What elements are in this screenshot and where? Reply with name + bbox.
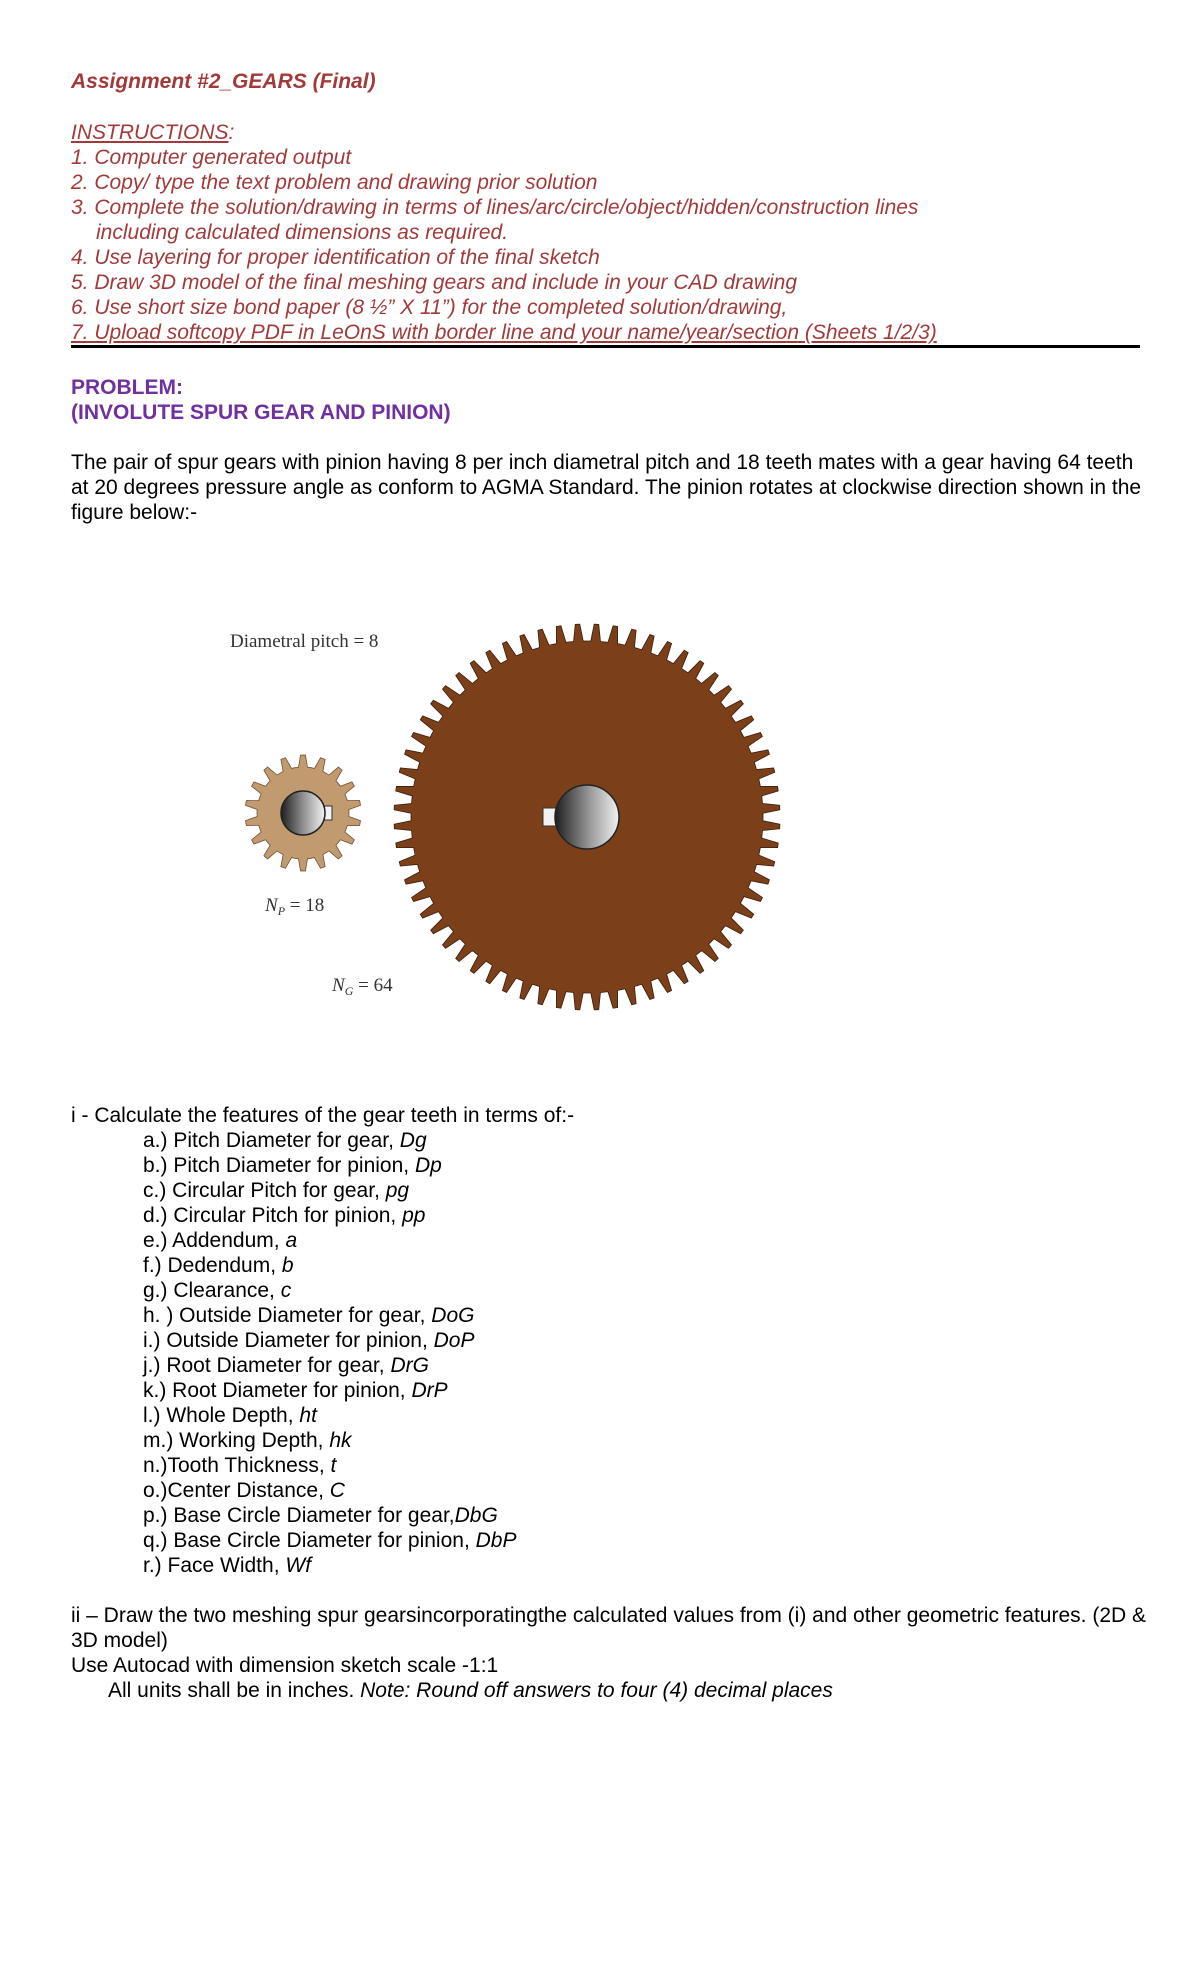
diametral-pitch-label: Diametral pitch = 8 bbox=[230, 631, 379, 652]
question-text: c.) Circular Pitch for gear, bbox=[143, 1179, 386, 1202]
question-symbol: Dp bbox=[414, 1154, 442, 1177]
question-item bbox=[143, 1528, 517, 1553]
instruction-item: 5. Draw 3D model of the final meshing gears and include in your CAD drawing bbox=[71, 271, 798, 294]
np-subscript: P bbox=[277, 904, 286, 918]
question-symbol: b bbox=[281, 1254, 294, 1277]
question-text: n.)Tooth Thickness, bbox=[143, 1454, 331, 1477]
assignment-title: Assignment #2_GEARS (Final) bbox=[71, 70, 376, 93]
question-text: d.) Circular Pitch for pinion, bbox=[143, 1204, 403, 1227]
question-symbol: c bbox=[280, 1279, 292, 1302]
instruction-item: 7. Upload softcopy PDF in LeOnS with border line and your name/year/section (Sheets 1/2/3) bbox=[71, 321, 937, 344]
instruction-item: 1. Computer generated output bbox=[71, 146, 352, 169]
np-symbol: N bbox=[265, 895, 278, 916]
question-symbol: ht bbox=[299, 1404, 317, 1427]
instruction-item: 4. Use layering for proper identification of the final sketch bbox=[71, 246, 600, 269]
problem-label: PROBLEM: bbox=[71, 376, 183, 399]
problem-statement: The pair of spur gears with pinion having 8 per inch diametral pitch and 18 teeth mates with a gear having 64 teeth at 20 degrees pressure angle as conform to AGMA Standard. The pinion rotates at clockwise direction shown in the figure below:- bbox=[71, 451, 1142, 524]
instructions-heading-line bbox=[71, 120, 937, 145]
units-note-line bbox=[71, 1678, 1151, 1703]
question-item bbox=[143, 1253, 517, 1278]
part-one-heading: i - Calculate the features of the gear teeth in terms of:- bbox=[71, 1104, 575, 1127]
question-item bbox=[143, 1428, 517, 1453]
question-text: e.) Addendum, bbox=[143, 1229, 286, 1252]
ng-subscript: G bbox=[344, 984, 354, 998]
question-text: h. ) Outside Diameter for gear, bbox=[143, 1304, 432, 1327]
question-item bbox=[143, 1303, 517, 1328]
problem-subtitle: (INVOLUTE SPUR GEAR AND PINION) bbox=[71, 401, 451, 424]
question-symbol: pp bbox=[402, 1204, 426, 1227]
question-text: f.) Dedendum, bbox=[143, 1254, 282, 1277]
pinion-hub bbox=[281, 791, 325, 835]
question-item bbox=[143, 1503, 517, 1528]
rounding-note: Note: Round off answers to four (4) decimal places bbox=[360, 1679, 833, 1702]
question-item bbox=[143, 1203, 517, 1228]
question-item bbox=[143, 1228, 517, 1253]
gear-teeth-label bbox=[331, 975, 393, 998]
question-symbol: DbP bbox=[475, 1529, 517, 1552]
question-item bbox=[143, 1178, 517, 1203]
question-item bbox=[143, 1353, 517, 1378]
question-item bbox=[143, 1378, 517, 1403]
question-text: g.) Clearance, bbox=[143, 1279, 281, 1302]
ng-value: = 64 bbox=[353, 975, 393, 996]
instruction-item: 3. Complete the solution/drawing in terms of lines/arc/circle/object/hidden/construction lines bbox=[71, 196, 919, 219]
question-text: i.) Outside Diameter for pinion, bbox=[143, 1329, 434, 1352]
question-symbol: DrP bbox=[411, 1379, 448, 1402]
np-value: = 18 bbox=[285, 895, 325, 916]
pinion-teeth-label bbox=[264, 895, 324, 918]
question-symbol: DbG bbox=[454, 1504, 498, 1527]
question-symbol: Dg bbox=[399, 1129, 427, 1152]
question-text: a.) Pitch Diameter for gear, bbox=[143, 1129, 400, 1152]
question-item bbox=[143, 1478, 517, 1503]
question-symbol: DoG bbox=[431, 1304, 475, 1327]
question-symbol: hk bbox=[329, 1429, 352, 1452]
instructions-colon: : bbox=[228, 121, 235, 144]
question-symbol: pg bbox=[385, 1179, 410, 1202]
question-item bbox=[143, 1153, 517, 1178]
instruction-item: 6. Use short size bond paper (8 ½” X 11”) for the completed solution/drawing, bbox=[71, 296, 788, 319]
question-symbol: DoP bbox=[433, 1329, 475, 1352]
question-text: b.) Pitch Diameter for pinion, bbox=[143, 1154, 415, 1177]
instructions-block bbox=[71, 120, 937, 345]
question-text: m.) Working Depth, bbox=[143, 1429, 330, 1452]
question-symbol: DrG bbox=[390, 1354, 429, 1377]
question-text: l.) Whole Depth, bbox=[143, 1404, 300, 1427]
question-text: k.) Root Diameter for pinion, bbox=[143, 1379, 412, 1402]
part-two-block bbox=[71, 1603, 1151, 1703]
instruction-item-continuation: including calculated dimensions as required. bbox=[96, 221, 509, 244]
instruction-item: 2. Copy/ type the text problem and drawing prior solution bbox=[71, 171, 598, 194]
question-text: p.) Base Circle Diameter for gear, bbox=[143, 1504, 455, 1527]
question-symbol: Wf bbox=[285, 1554, 312, 1577]
units-text: All units shall be in inches. bbox=[108, 1679, 361, 1702]
gear-figure bbox=[220, 575, 860, 1075]
part-two-instruction: ii – Draw the two meshing spur gearsincorporatingthe calculated values from (i) and other geometric features. (2D & 3D model) bbox=[71, 1604, 1147, 1652]
question-symbol: C bbox=[329, 1479, 345, 1502]
question-item bbox=[143, 1328, 517, 1353]
problem-heading bbox=[71, 375, 451, 425]
question-text: o.)Center Distance, bbox=[143, 1479, 330, 1502]
horizontal-divider bbox=[71, 345, 1140, 348]
instructions-heading: INSTRUCTIONS bbox=[71, 121, 229, 144]
question-symbol: t bbox=[330, 1454, 337, 1477]
question-item bbox=[143, 1553, 517, 1578]
question-symbol: a bbox=[285, 1229, 298, 1252]
ng-symbol: N bbox=[332, 975, 345, 996]
gear-hub bbox=[555, 785, 619, 849]
question-item bbox=[143, 1453, 517, 1478]
question-list bbox=[143, 1128, 517, 1578]
question-text: j.) Root Diameter for gear, bbox=[143, 1354, 391, 1377]
question-item bbox=[143, 1278, 517, 1303]
question-text: r.) Face Width, bbox=[143, 1554, 286, 1577]
question-item bbox=[143, 1128, 517, 1153]
question-item bbox=[143, 1403, 517, 1428]
question-text: q.) Base Circle Diameter for pinion, bbox=[143, 1529, 476, 1552]
autocad-instruction: Use Autocad with dimension sketch scale -1:1 bbox=[71, 1654, 499, 1677]
